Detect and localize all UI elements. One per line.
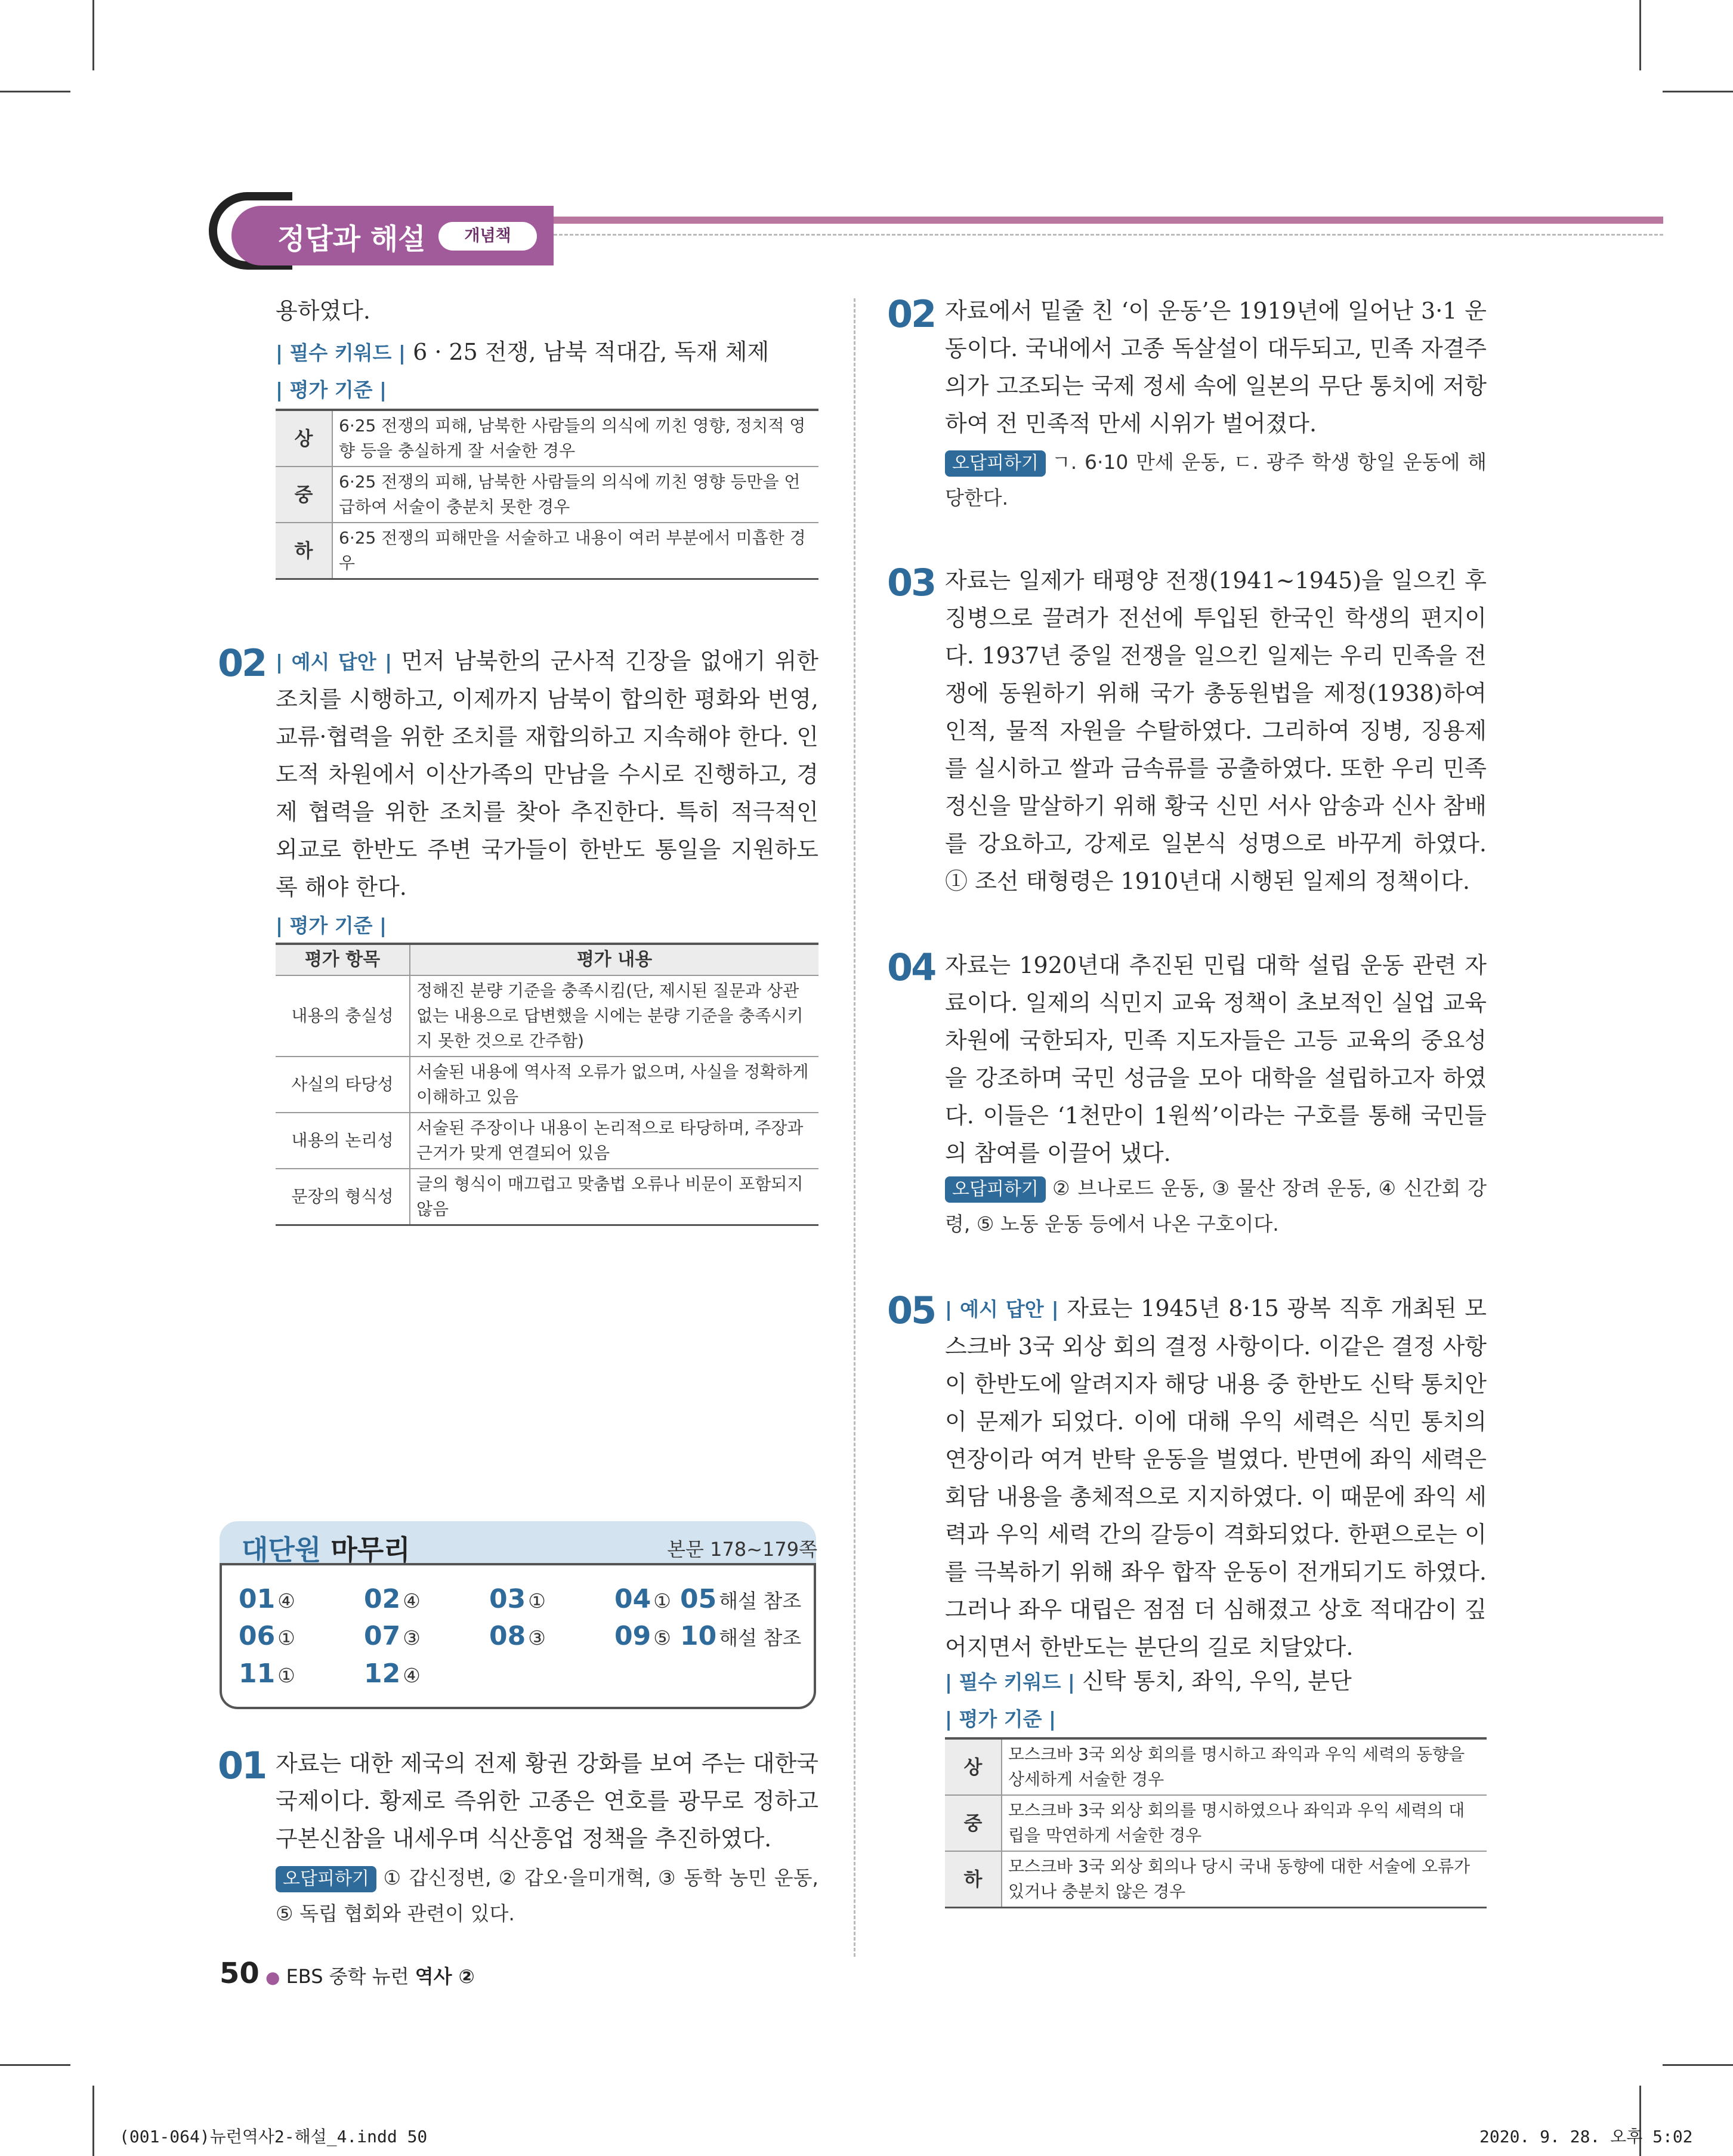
question-number: 02 bbox=[887, 292, 935, 336]
crop-mark bbox=[1639, 0, 1641, 70]
keyword-text: 6 · 25 전쟁, 남북 적대감, 독재 체제 bbox=[413, 339, 770, 365]
crop-mark bbox=[1663, 2064, 1733, 2066]
answer-text: 먼저 남북한의 군사적 긴장을 없애기 위한 조치를 시행하고, 이제까지 남북이 합의한 평화와 번영, 교류·협력을 위한 조치를 재합의하고 지속해야 한다. 인도적 차원에서 이산가족의 만남을 수시로 진행하고, 경제 협력을 위한 조치를 찾아 추진한다. 특히 적극적인 외교로 한반도 주변 국가들이 한반도 통일을 지원하도록 해야 한다. bbox=[276, 648, 818, 900]
header-dash-rule bbox=[554, 234, 1663, 236]
bullet-icon: ● bbox=[265, 1967, 280, 1987]
criteria-table-3 bbox=[945, 1737, 1487, 1908]
explanation-04: 자료는 1920년대 추진된 민립 대학 설립 운동 관련 자료이다. 일제의 식민지 교육 정책이 초보적인 실업 교육 차원에 국한되자, 민족 지도자들은 고등 교육의 중요성을 강조하며 국민 성금을 모아 대학을 설립하고자 하였다. 이들은 ‘1천만이 1원씩’이라는 구호를 통해 국민들의 참여를 이끌어 냈다. bbox=[945, 952, 1487, 1166]
print-slug-file: (001-064)뉴런역사2-해설_4.indd 50 bbox=[119, 2127, 428, 2146]
answer-item: 05 해설 참조 bbox=[680, 1584, 802, 1614]
table-row: 하 모스크바 3국 외상 회의나 당시 국내 동향에 대한 서술에 오류가 있거나 충분치 않은 경우 bbox=[945, 1851, 1487, 1908]
crop-mark bbox=[92, 2086, 94, 2156]
keyword-label: | 필수 키워드 | bbox=[276, 341, 406, 365]
explanation-02: 자료에서 밑줄 친 ‘이 운동’은 1919년에 일어난 3·1 운동이다. 국내에서 고종 독살설이 대두되고, 민족 자결주의가 고조되는 국제 정세 속에 일본의 무단 통치에 저항하여 전 민족적 만세 시위가 벌어졌다. bbox=[945, 298, 1487, 437]
wrong-answer-note-01: 오답피하기 ① 갑신정변, ② 갑오·을미개혁, ③ 동학 농민 운동, ⑤ 독립 협회와 관련이 있다. bbox=[276, 1866, 818, 1925]
answer-item: 08 ③ bbox=[489, 1621, 546, 1651]
answer-05 bbox=[945, 1290, 1487, 1666]
wrong-answer-note-04: 오답피하기 ② 브나로드 운동, ③ 물산 장려 운동, ④ 신간회 강령, ⑤ 노동 운동 등에서 나온 구호이다. bbox=[945, 1176, 1487, 1235]
answer-item: 07 ③ bbox=[364, 1621, 421, 1651]
crop-mark bbox=[92, 0, 94, 70]
answer-item: 03 ① bbox=[489, 1584, 546, 1614]
intro-line: 용하였다. bbox=[276, 298, 370, 324]
book-title: EBS 중학 뉴런 bbox=[286, 1965, 409, 1988]
answer-label: | 예시 답안 | bbox=[945, 1298, 1059, 1321]
summary-title: 대단원 마무리 bbox=[242, 1534, 410, 1566]
table-row: 중 6·25 전쟁의 피해, 남북한 사람들의 의식에 끼친 영향 등만을 언급하여 서술이 충분치 못한 경우 bbox=[276, 467, 818, 523]
wrong-answer-badge: 오답피하기 bbox=[945, 1176, 1046, 1203]
table-row: 상 6·25 전쟁의 피해, 남북한 사람들의 의식에 끼친 영향, 정치적 영향 등을 충실하게 잘 서술한 경우 bbox=[276, 410, 818, 467]
keyword-line-1 bbox=[276, 334, 818, 371]
answer-item: 09 ⑤ bbox=[614, 1621, 671, 1651]
keyword-text: 신탁 통치, 좌익, 우익, 분단 bbox=[1082, 1668, 1352, 1694]
criteria-table-2 bbox=[276, 943, 818, 1226]
question-number: 02 bbox=[218, 641, 266, 685]
wrong-answer-note-02: 오답피하기 ㄱ. 6·10 만세 운동, ㄷ. 광주 학생 항일 운동에 해당한다. bbox=[945, 450, 1487, 509]
criteria-label-1: | 평가 기준 | bbox=[276, 378, 387, 401]
crop-mark bbox=[0, 91, 70, 92]
question-number: 04 bbox=[887, 946, 935, 989]
crop-mark bbox=[1663, 91, 1733, 92]
table-row: 중 모스크바 3국 외상 회의를 명시하였으나 좌익과 우익 세력의 대립을 막연하게 서술한 경우 bbox=[945, 1795, 1487, 1851]
criteria-label-3: | 평가 기준 | bbox=[945, 1707, 1057, 1731]
question-number: 03 bbox=[887, 561, 935, 604]
answer-label: | 예시 답안 | bbox=[276, 650, 393, 674]
column-divider bbox=[854, 298, 855, 1957]
criteria-label-2: | 평가 기준 | bbox=[276, 914, 387, 937]
table-header: 평가 항목 평가 내용 bbox=[276, 944, 818, 975]
page-footer bbox=[220, 1957, 475, 1990]
page-title: 정답과 해설 bbox=[277, 223, 426, 256]
header-rule bbox=[554, 217, 1663, 224]
keyword-label: | 필수 키워드 | bbox=[945, 1670, 1075, 1694]
keyword-line-2 bbox=[945, 1663, 1487, 1700]
answer-item: 02 ④ bbox=[364, 1584, 421, 1614]
answer-item: 06 ① bbox=[239, 1621, 295, 1651]
summary-page-ref: 본문 178~179쪽 bbox=[667, 1538, 817, 1561]
crop-mark bbox=[0, 2064, 70, 2066]
answer-text: 자료는 1945년 8·15 광복 직후 개최된 모스크바 3국 외상 회의 결정 사항이다. 이같은 결정 사항이 한반도에 알려지자 해당 내용 중 한반도 신탁 통치안이 문제가 되었다. 이에 대해 우익 세력은 식민 통치의 연장이라 여겨 반탁 운동을 벌였다. 반면에 좌익 세력은 회담 내용을 총체적으로 지지하였다. 이 때문에 좌익 세력과 우익 세력 간의 갈등이 격화되었다. 한편으로는 이를 극복하기 위해 좌우 합작 운동이 전개되기도 하였다. 그러나 좌우 대립은 점점 더 심해졌고 상호 적대감이 깊어지면서 한반도는 분단의 길로 치달았다. bbox=[945, 1295, 1487, 1660]
table-row: 내용의 충실성 정해진 분량 기준을 충족시킴(단, 제시된 질문과 상관없는 내용으로 답변했을 시에는 분량 기준을 충족시키지 못한 것으로 간주함) bbox=[276, 975, 818, 1057]
table-row: 상 모스크바 3국 외상 회의를 명시하고 좌익과 우익 세력의 동향을 상세하게 서술한 경우 bbox=[945, 1738, 1487, 1795]
question-number: 01 bbox=[218, 1744, 266, 1787]
answer-item: 04 ① bbox=[614, 1584, 671, 1614]
answer-item: 12 ④ bbox=[364, 1658, 421, 1689]
answer-item: 11 ① bbox=[239, 1658, 295, 1689]
answer-02 bbox=[276, 643, 818, 906]
wrong-answer-badge: 오답피하기 bbox=[945, 450, 1046, 477]
criteria-table-1 bbox=[276, 409, 818, 580]
table-row: 하 6·25 전쟁의 피해만을 서술하고 내용이 여러 부분에서 미흡한 경우 bbox=[276, 523, 818, 579]
book-subject: 역사 ② bbox=[415, 1965, 475, 1988]
answer-item: 10 해설 참조 bbox=[680, 1621, 802, 1651]
wrong-answer-badge: 오답피하기 bbox=[276, 1866, 376, 1892]
answer-item: 01 ④ bbox=[239, 1584, 295, 1614]
page-number: 50 bbox=[220, 1957, 260, 1990]
question-number: 05 bbox=[887, 1289, 935, 1332]
explanation-01: 자료는 대한 제국의 전제 황권 강화를 보여 주는 대한국 국제이다. 황제로 즉위한 고종은 연호를 광무로 정하고 구본신참을 내세우며 식산흥업 정책을 추진하였다. bbox=[276, 1750, 818, 1852]
header-badge: 개념책 bbox=[438, 222, 537, 251]
print-slug-date: 2020. 9. 28. 오후 5:02 bbox=[1479, 2127, 1693, 2146]
table-row: 문장의 형식성 글의 형식이 매끄럽고 맞춤법 오류나 비문이 포함되지 않음 bbox=[276, 1169, 818, 1225]
explanation-03: 자료는 일제가 태평양 전쟁(1941~1945)을 일으킨 후 징병으로 끌려가 전선에 투입된 한국인 학생의 편지이다. 1937년 중일 전쟁을 일으킨 일제는 우리 민족을 전쟁에 동원하기 위해 국가 총동원법을 제정(1938)하여 인적, 물적 자원을 수탈하였다. 그리하여 징병, 징용제를 실시하고 쌀과 금속류를 공출하였다. 또한 우리 민족 정신을 말살하기 위해 황국 신민 서사 암송과 신사 참배를 강요하고, 강제로 일본식 성명으로 바꾸게 하였다. ① 조선 태형령은 1910년대 시행된 일제의 정책이다. bbox=[945, 567, 1487, 894]
table-row: 사실의 타당성 서술된 내용에 역사적 오류가 없으며, 사실을 정확하게 이해하고 있음 bbox=[276, 1057, 818, 1113]
table-row: 내용의 논리성 서술된 주장이나 내용이 논리적으로 타당하며, 주장과 근거가 맞게 연결되어 있음 bbox=[276, 1113, 818, 1169]
